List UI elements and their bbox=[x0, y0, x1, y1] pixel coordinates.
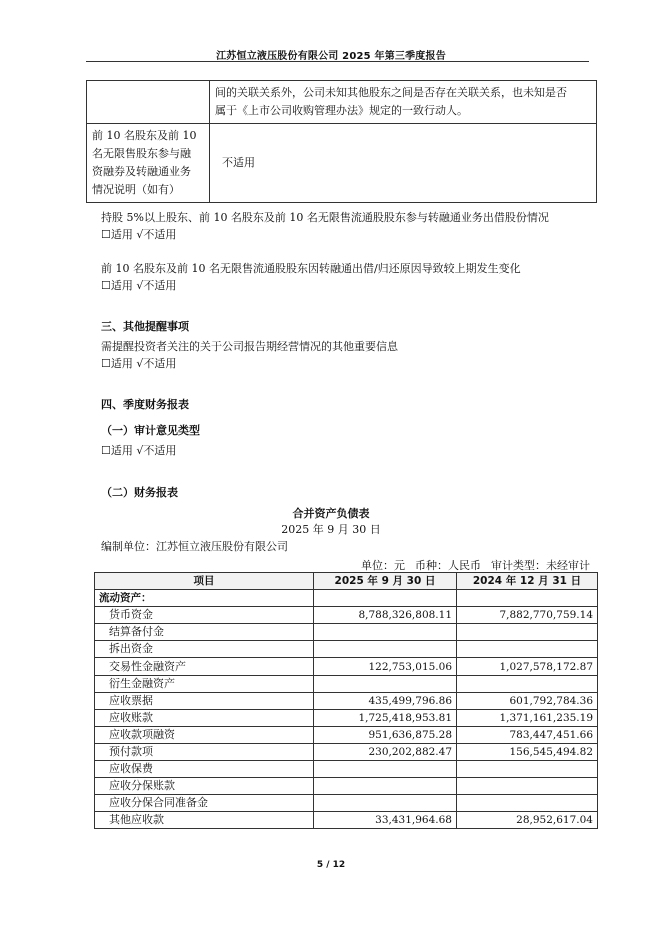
table-row bbox=[95, 795, 598, 812]
table-row bbox=[95, 658, 598, 675]
row-label: 结算备付金 bbox=[95, 624, 314, 641]
para-change-reason: 前 10 名股东及前 10 名无限售流通股股东因转融通出借/归还原因导致较上期发生变化 bbox=[101, 262, 521, 275]
table-cell-empty bbox=[87, 81, 210, 124]
table-cell-margin-label bbox=[87, 124, 210, 203]
table-row bbox=[87, 124, 597, 203]
note-line-2: 属于《上市公司收购管理办法》规定的一致行动人。 bbox=[215, 104, 468, 117]
row-value-current bbox=[314, 795, 457, 812]
financial-statements-heading: （二）财务报表 bbox=[101, 486, 178, 499]
audit-opinion-status: ☐适用 √不适用 bbox=[101, 444, 177, 457]
section-3-status: ☐适用 √不适用 bbox=[101, 357, 177, 370]
table-row bbox=[95, 675, 598, 692]
row-value-current bbox=[314, 675, 457, 692]
row-label: 衍生金融资产 bbox=[95, 675, 314, 692]
table-row bbox=[95, 709, 598, 726]
table-row bbox=[95, 726, 598, 743]
header-rule bbox=[86, 61, 589, 62]
row-label: 应收款项融资 bbox=[95, 726, 314, 743]
row-value-prior: 601,792,784.36 bbox=[457, 692, 598, 709]
column-header-prior: 2024 年 12 月 31 日 bbox=[457, 573, 598, 590]
label-line-1: 前 10 名股东及前 10 bbox=[92, 129, 197, 142]
table-header-row bbox=[95, 573, 598, 590]
row-value-prior bbox=[457, 675, 598, 692]
table-row bbox=[95, 624, 598, 641]
row-value-current: 1,725,418,953.81 bbox=[314, 709, 457, 726]
table-row bbox=[87, 81, 597, 124]
para-lending-shares: 持股 5%以上股东、前 10 名股东及前 10 名无限售流通股股东参与转融通业务出借股份情况 bbox=[101, 211, 549, 224]
para-lending-shares-status: ☐适用 √不适用 bbox=[101, 228, 177, 241]
label-line-4: 情况说明（如有） bbox=[92, 183, 180, 196]
row-value-prior bbox=[457, 641, 598, 658]
table-cell-not-applicable: 不适用 bbox=[210, 124, 597, 203]
row-value-current: 230,202,882.47 bbox=[314, 743, 457, 760]
row-value-current: 122,753,015.06 bbox=[314, 658, 457, 675]
row-value-current bbox=[314, 624, 457, 641]
table-row bbox=[95, 812, 598, 829]
unit-currency-line bbox=[351, 557, 590, 573]
audit-opinion-heading: （一）审计意见类型 bbox=[101, 424, 200, 437]
row-value-prior: 7,882,770,759.14 bbox=[457, 607, 598, 624]
row-label: 交易性金融资产 bbox=[95, 658, 314, 675]
label-line-3: 资融券及转融通业务 bbox=[92, 165, 191, 178]
table-row bbox=[95, 590, 598, 607]
audit-type-label: 审计类型：未经审计 bbox=[491, 559, 590, 572]
row-value-prior bbox=[457, 624, 598, 641]
table-row bbox=[95, 778, 598, 795]
balance-sheet-date: 2025 年 9 月 30 日 bbox=[281, 523, 381, 536]
page-number: 5 / 12 bbox=[316, 860, 346, 870]
note-line-1: 间的关联关系外，公司未知其他股东之间是否存在关联关系，也未知是否 bbox=[215, 86, 567, 99]
row-value-current bbox=[314, 761, 457, 778]
section-3-text: 需提醒投资者关注的关于公司报告期经营情况的其他重要信息 bbox=[101, 340, 398, 353]
row-value-current bbox=[314, 778, 457, 795]
row-label: 拆出资金 bbox=[95, 641, 314, 658]
row-value-prior bbox=[457, 778, 598, 795]
row-label: 流动资产： bbox=[95, 590, 314, 607]
row-value-prior bbox=[457, 795, 598, 812]
row-value-prior: 156,545,494.82 bbox=[457, 743, 598, 760]
row-value-prior bbox=[457, 761, 598, 778]
section-3-heading: 三、其他提醒事项 bbox=[101, 320, 189, 333]
para-change-reason-status: ☐适用 √不适用 bbox=[101, 279, 177, 292]
row-value-current: 33,431,964.68 bbox=[314, 812, 457, 829]
row-value-current: 8,788,326,808.11 bbox=[314, 607, 457, 624]
balance-sheet-table bbox=[94, 572, 598, 829]
table-row bbox=[95, 641, 598, 658]
compiler-unit: 编制单位：江苏恒立液压股份有限公司 bbox=[101, 540, 288, 553]
table-row bbox=[95, 761, 598, 778]
row-value-prior: 28,952,617.04 bbox=[457, 812, 598, 829]
section-4-heading: 四、季度财务报表 bbox=[101, 398, 189, 411]
row-value-current: 951,636,875.28 bbox=[314, 726, 457, 743]
currency-label: 币种：人民币 bbox=[415, 559, 481, 572]
balance-sheet-title: 合并资产负债表 bbox=[292, 507, 370, 520]
table-row bbox=[95, 607, 598, 624]
column-header-item: 项目 bbox=[95, 573, 314, 590]
row-label: 其他应收款 bbox=[95, 812, 314, 829]
table-cell-related-party-note bbox=[210, 81, 597, 124]
row-value-current bbox=[314, 590, 457, 607]
row-label: 应收分保账款 bbox=[95, 778, 314, 795]
label-line-2: 名无限售股东参与融 bbox=[92, 147, 191, 160]
row-label: 预付款项 bbox=[95, 743, 314, 760]
row-label: 应收账款 bbox=[95, 709, 314, 726]
row-value-current: 435,499,796.86 bbox=[314, 692, 457, 709]
column-header-current: 2025 年 9 月 30 日 bbox=[314, 573, 457, 590]
table-row bbox=[95, 743, 598, 760]
row-value-prior: 1,371,161,235.19 bbox=[457, 709, 598, 726]
row-label: 货币资金 bbox=[95, 607, 314, 624]
table-row bbox=[95, 692, 598, 709]
row-label: 应收分保合同准备金 bbox=[95, 795, 314, 812]
row-label: 应收票据 bbox=[95, 692, 314, 709]
page-header-title: 江苏恒立液压股份有限公司 2025 年第三季度报告 bbox=[216, 51, 446, 62]
row-value-prior: 783,447,451.66 bbox=[457, 726, 598, 743]
row-label: 应收保费 bbox=[95, 761, 314, 778]
row-value-prior: 1,027,578,172.87 bbox=[457, 658, 598, 675]
unit-label: 单位：元 bbox=[361, 559, 405, 572]
row-value-current bbox=[314, 641, 457, 658]
row-value-prior bbox=[457, 590, 598, 607]
shareholder-notes-table bbox=[86, 80, 597, 203]
